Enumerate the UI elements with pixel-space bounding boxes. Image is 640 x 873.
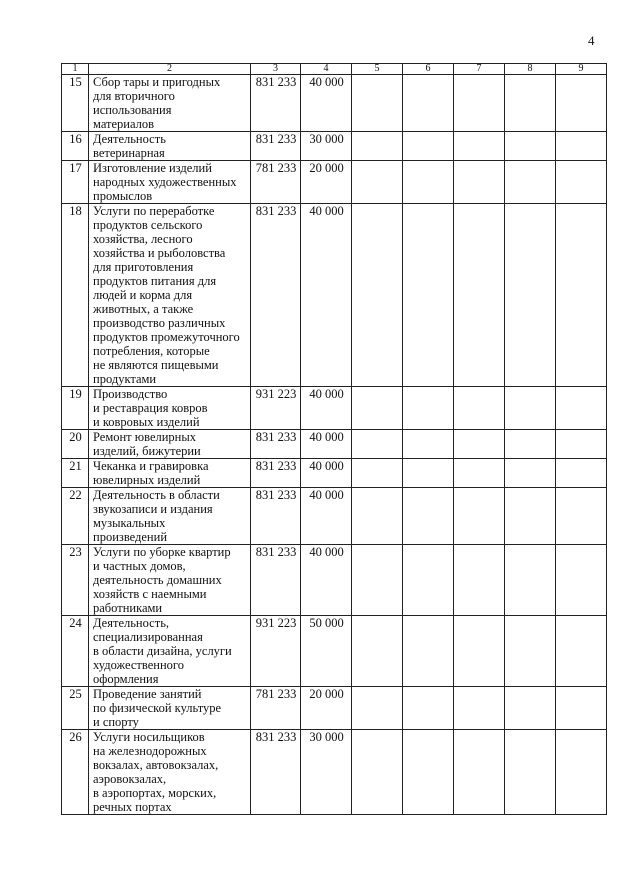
activity-name-line: Услуги по переработке bbox=[93, 204, 215, 218]
activity-name-line: Деятельность, bbox=[93, 616, 170, 630]
empty-cell-col-9 bbox=[556, 387, 607, 430]
empty-cell-col-5 bbox=[352, 430, 403, 459]
code-cell: 831 233 bbox=[251, 430, 301, 459]
empty-cell-col-9 bbox=[556, 545, 607, 616]
activity-name bbox=[89, 488, 251, 545]
amount-cell: 40 000 bbox=[301, 459, 352, 488]
empty-cell-col-5 bbox=[352, 616, 403, 687]
empty-cell-col-7 bbox=[454, 730, 505, 815]
empty-cell-col-8 bbox=[505, 430, 556, 459]
activity-name-line: Ремонт ювелирных bbox=[93, 430, 197, 444]
row-number: 17 bbox=[62, 161, 89, 204]
header-cell-1: 1 bbox=[62, 64, 89, 75]
empty-cell-col-6 bbox=[403, 488, 454, 545]
empty-cell-col-7 bbox=[454, 488, 505, 545]
empty-cell-col-5 bbox=[352, 730, 403, 815]
row-number: 22 bbox=[62, 488, 89, 545]
activity-name-line: специализированная bbox=[93, 630, 203, 644]
activity-name-line: ювелирных изделий bbox=[93, 473, 201, 487]
empty-cell-col-7 bbox=[454, 387, 505, 430]
header-cell-3: 3 bbox=[251, 64, 301, 75]
activity-name-line: и реставрация ковров bbox=[93, 401, 208, 415]
activity-name-line: вокзалах, автовокзалах, bbox=[93, 758, 219, 772]
empty-cell-col-6 bbox=[403, 387, 454, 430]
activity-name-line: художественного bbox=[93, 658, 184, 672]
header-cell-4: 4 bbox=[301, 64, 352, 75]
amount-cell: 40 000 bbox=[301, 75, 352, 132]
activity-name-line: по физической культуре bbox=[93, 701, 222, 715]
table-body bbox=[62, 64, 607, 815]
empty-cell-col-8 bbox=[505, 730, 556, 815]
empty-cell-col-8 bbox=[505, 132, 556, 161]
code-cell: 831 233 bbox=[251, 204, 301, 387]
activity-name-line: Деятельность в области bbox=[93, 488, 220, 502]
empty-cell-col-7 bbox=[454, 687, 505, 730]
activity-name bbox=[89, 616, 251, 687]
code-cell: 831 233 bbox=[251, 488, 301, 545]
activity-name-line: Чеканка и гравировка bbox=[93, 459, 209, 473]
activity-name-line: речных портах bbox=[93, 800, 172, 814]
row-number: 26 bbox=[62, 730, 89, 815]
empty-cell-col-8 bbox=[505, 488, 556, 545]
activity-name-line: Услуги по уборке квартир bbox=[93, 545, 231, 559]
activity-name-line: хозяйств с наемными bbox=[93, 587, 207, 601]
empty-cell-col-6 bbox=[403, 161, 454, 204]
empty-cell-col-8 bbox=[505, 687, 556, 730]
row-number: 15 bbox=[62, 75, 89, 132]
empty-cell-col-7 bbox=[454, 161, 505, 204]
activity-name-line: Услуги носильщиков bbox=[93, 730, 205, 744]
amount-cell: 30 000 bbox=[301, 730, 352, 815]
header-row bbox=[62, 64, 607, 75]
empty-cell-col-8 bbox=[505, 204, 556, 387]
activity-name-line: Сбор тары и пригодных bbox=[93, 75, 221, 89]
row-number: 21 bbox=[62, 459, 89, 488]
empty-cell-col-6 bbox=[403, 75, 454, 132]
activity-name-line: продуктов промежуточного bbox=[93, 330, 240, 344]
activity-name-line: хозяйства, лесного bbox=[93, 232, 193, 246]
empty-cell-col-9 bbox=[556, 132, 607, 161]
empty-cell-col-5 bbox=[352, 387, 403, 430]
activity-name-line: Производство bbox=[93, 387, 168, 401]
activity-name bbox=[89, 459, 251, 488]
empty-cell-col-6 bbox=[403, 730, 454, 815]
empty-cell-col-9 bbox=[556, 687, 607, 730]
activity-name-line: Изготовление изделий bbox=[93, 161, 212, 175]
code-cell: 931 223 bbox=[251, 387, 301, 430]
header-cell-6: 6 bbox=[403, 64, 454, 75]
services-table bbox=[61, 63, 607, 815]
activity-name-line: не являются пищевыми bbox=[93, 358, 219, 372]
empty-cell-col-9 bbox=[556, 730, 607, 815]
page-number: 4 bbox=[588, 33, 595, 48]
activity-name-line: народных художественных bbox=[93, 175, 237, 189]
amount-cell: 20 000 bbox=[301, 161, 352, 204]
empty-cell-col-7 bbox=[454, 430, 505, 459]
empty-cell-col-6 bbox=[403, 204, 454, 387]
activity-name-line: людей и корма для bbox=[93, 288, 193, 302]
activity-name-line: изделий, бижутерии bbox=[93, 444, 201, 458]
table-row bbox=[62, 616, 607, 687]
table-row bbox=[62, 488, 607, 545]
activity-name-line: на железнодорожных bbox=[93, 744, 207, 758]
activity-name-line: оформления bbox=[93, 672, 159, 686]
empty-cell-col-5 bbox=[352, 161, 403, 204]
empty-cell-col-5 bbox=[352, 687, 403, 730]
row-number: 23 bbox=[62, 545, 89, 616]
amount-cell: 50 000 bbox=[301, 616, 352, 687]
activity-name-line: аэровокзалах, bbox=[93, 772, 167, 786]
header-cell-2: 2 bbox=[89, 64, 251, 75]
table-row bbox=[62, 545, 607, 616]
empty-cell-col-7 bbox=[454, 459, 505, 488]
table-row bbox=[62, 730, 607, 815]
empty-cell-col-5 bbox=[352, 75, 403, 132]
activity-name-line: музыкальных bbox=[93, 516, 166, 530]
empty-cell-col-6 bbox=[403, 616, 454, 687]
amount-cell: 40 000 bbox=[301, 204, 352, 387]
amount-cell: 40 000 bbox=[301, 545, 352, 616]
code-cell: 831 233 bbox=[251, 545, 301, 616]
empty-cell-col-9 bbox=[556, 459, 607, 488]
table-row bbox=[62, 459, 607, 488]
activity-name-line: Проведение занятий bbox=[93, 687, 202, 701]
activity-name bbox=[89, 75, 251, 132]
empty-cell-col-9 bbox=[556, 616, 607, 687]
amount-cell: 40 000 bbox=[301, 387, 352, 430]
row-number: 16 bbox=[62, 132, 89, 161]
empty-cell-col-5 bbox=[352, 204, 403, 387]
empty-cell-col-5 bbox=[352, 459, 403, 488]
activity-name-line: деятельность домашних bbox=[93, 573, 222, 587]
activity-name-line: потребления, которые bbox=[93, 344, 210, 358]
activity-name-line: Деятельность bbox=[93, 132, 166, 146]
empty-cell-col-5 bbox=[352, 132, 403, 161]
empty-cell-col-8 bbox=[505, 161, 556, 204]
amount-cell: 40 000 bbox=[301, 430, 352, 459]
activity-name-line: работниками bbox=[93, 601, 163, 615]
activity-name-line: для приготовления bbox=[93, 260, 194, 274]
activity-name-line: промыслов bbox=[93, 189, 153, 203]
table-row bbox=[62, 430, 607, 459]
code-cell: 781 233 bbox=[251, 161, 301, 204]
activity-name-line: продуктов сельского bbox=[93, 218, 203, 232]
empty-cell-col-7 bbox=[454, 616, 505, 687]
empty-cell-col-6 bbox=[403, 132, 454, 161]
code-cell: 781 233 bbox=[251, 687, 301, 730]
empty-cell-col-8 bbox=[505, 616, 556, 687]
code-cell: 831 233 bbox=[251, 459, 301, 488]
empty-cell-col-6 bbox=[403, 687, 454, 730]
row-number: 20 bbox=[62, 430, 89, 459]
activity-name-line: продуктами bbox=[93, 372, 157, 386]
empty-cell-col-7 bbox=[454, 75, 505, 132]
empty-cell-col-8 bbox=[505, 75, 556, 132]
activity-name-line: животных, а также bbox=[93, 302, 194, 316]
activity-name bbox=[89, 730, 251, 815]
empty-cell-col-8 bbox=[505, 545, 556, 616]
empty-cell-col-9 bbox=[556, 430, 607, 459]
empty-cell-col-9 bbox=[556, 75, 607, 132]
empty-cell-col-9 bbox=[556, 488, 607, 545]
activity-name-line: хозяйства и рыболовства bbox=[93, 246, 226, 260]
table-row bbox=[62, 161, 607, 204]
empty-cell-col-9 bbox=[556, 161, 607, 204]
empty-cell-col-6 bbox=[403, 545, 454, 616]
amount-cell: 30 000 bbox=[301, 132, 352, 161]
activity-name-line: и спорту bbox=[93, 715, 139, 729]
row-number: 18 bbox=[62, 204, 89, 387]
activity-name bbox=[89, 545, 251, 616]
activity-name bbox=[89, 161, 251, 204]
empty-cell-col-6 bbox=[403, 430, 454, 459]
activity-name-line: производство различных bbox=[93, 316, 226, 330]
empty-cell-col-8 bbox=[505, 459, 556, 488]
row-number: 25 bbox=[62, 687, 89, 730]
activity-name-line: в аэропортах, морских, bbox=[93, 786, 217, 800]
amount-cell: 20 000 bbox=[301, 687, 352, 730]
empty-cell-col-9 bbox=[556, 204, 607, 387]
empty-cell-col-6 bbox=[403, 459, 454, 488]
header-cell-7: 7 bbox=[454, 64, 505, 75]
activity-name-line: в области дизайна, услуги bbox=[93, 644, 232, 658]
table-row bbox=[62, 75, 607, 132]
empty-cell-col-7 bbox=[454, 545, 505, 616]
activity-name-line: и частных домов, bbox=[93, 559, 186, 573]
activity-name-line: продуктов питания для bbox=[93, 274, 217, 288]
activity-name bbox=[89, 387, 251, 430]
header-cell-5: 5 bbox=[352, 64, 403, 75]
activity-name-line: использования bbox=[93, 103, 172, 117]
table-row bbox=[62, 204, 607, 387]
code-cell: 831 233 bbox=[251, 132, 301, 161]
activity-name bbox=[89, 204, 251, 387]
row-number: 24 bbox=[62, 616, 89, 687]
activity-name-line: произведений bbox=[93, 530, 168, 544]
activity-name-line: для вторичного bbox=[93, 89, 175, 103]
header-cell-8: 8 bbox=[505, 64, 556, 75]
amount-cell: 40 000 bbox=[301, 488, 352, 545]
empty-cell-col-5 bbox=[352, 545, 403, 616]
code-cell: 831 233 bbox=[251, 730, 301, 815]
empty-cell-col-8 bbox=[505, 387, 556, 430]
table-row bbox=[62, 687, 607, 730]
empty-cell-col-7 bbox=[454, 204, 505, 387]
activity-name bbox=[89, 430, 251, 459]
table-row bbox=[62, 132, 607, 161]
code-cell: 931 223 bbox=[251, 616, 301, 687]
empty-cell-col-5 bbox=[352, 488, 403, 545]
activity-name bbox=[89, 687, 251, 730]
table-row bbox=[62, 387, 607, 430]
empty-cell-col-7 bbox=[454, 132, 505, 161]
activity-name-line: ветеринарная bbox=[93, 146, 165, 160]
code-cell: 831 233 bbox=[251, 75, 301, 132]
activity-name bbox=[89, 132, 251, 161]
activity-name-line: и ковровых изделий bbox=[93, 415, 200, 429]
activity-name-line: материалов bbox=[93, 117, 155, 131]
header-cell-9: 9 bbox=[556, 64, 607, 75]
row-number: 19 bbox=[62, 387, 89, 430]
activity-name-line: звукозаписи и издания bbox=[93, 502, 213, 516]
